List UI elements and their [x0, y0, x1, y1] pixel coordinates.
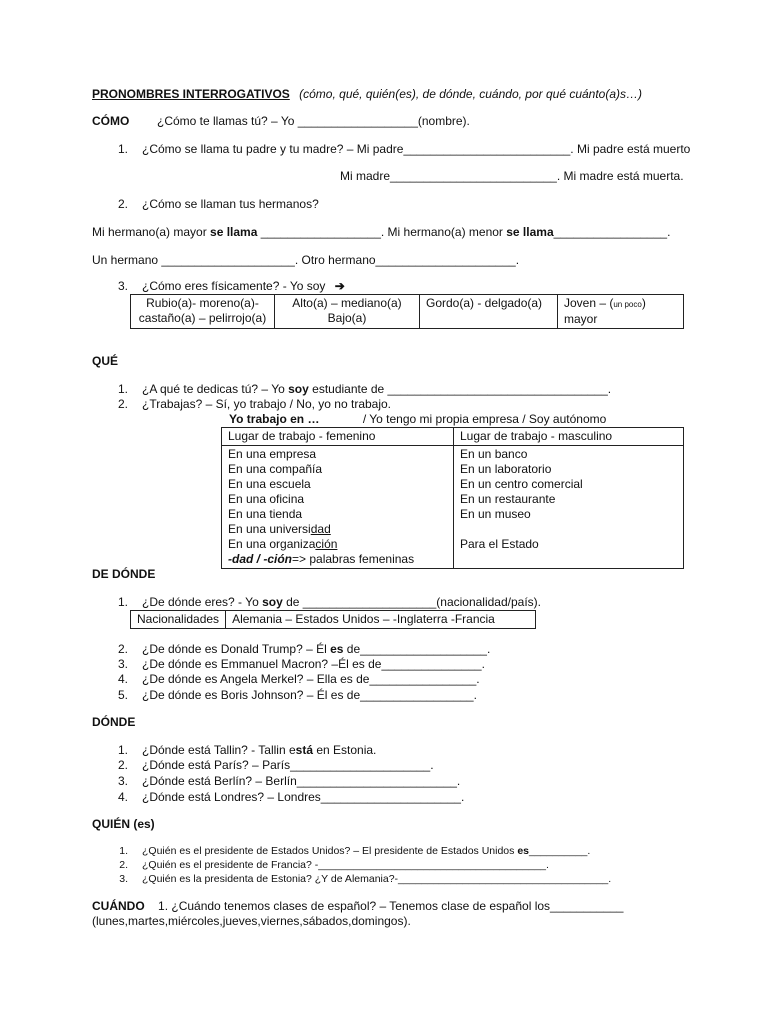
quien-q2: 2. ¿Quién es el presidente de Francia? -_______________________________________.: [119, 859, 549, 871]
table-row: [222, 446, 684, 569]
section-heading-quien: QUIÉN (es): [92, 817, 155, 831]
cuando-days: (lunes,martes,miércoles,jueves,viernes,sábados,domingos).: [92, 914, 411, 928]
como-siblings-line: Mi hermano(a) mayor se llama __________________. Mi hermano(a) menor se llama_________________.: [92, 225, 671, 239]
donde-q2: 2. ¿Dónde está París? – París_____________________.: [117, 758, 434, 772]
dedonde-q1: 1. ¿De dónde eres? - Yo soy de ____________________(nacionalidad/país).: [117, 595, 542, 609]
section-heading-cuando: CUÁNDO: [92, 899, 145, 913]
table-cell: En una empresa En una compañía En una escuela En una oficina En una tienda En una universidad En una organización -dad / -ción=> palabras femeninas: [222, 446, 454, 569]
table-cell: Gordo(a) - delgado(a): [420, 295, 558, 329]
donde-q4: 4. ¿Dónde está Londres? – Londres_____________________.: [117, 790, 465, 804]
dedonde-q4: 4. ¿De dónde es Angela Merkel? – Ella es de________________.: [117, 672, 480, 686]
table-cell: Joven – (un poco) mayor: [558, 295, 684, 329]
nationalities-table: [130, 610, 536, 629]
como-q3: 3. ¿Cómo eres físicamente? - Yo soy ➔: [117, 279, 345, 293]
workplace-table: [221, 427, 684, 569]
table-header-cell: Lugar de trabajo - femenino: [222, 428, 454, 446]
table-cell: En un banco En un laboratorio En un centro comercial En un restaurante En un museo Para el Estado: [454, 446, 684, 569]
table-cell: Nacionalidades: [131, 611, 226, 629]
page-title: PRONOMBRES INTERROGATIVOS: [92, 87, 290, 101]
section-heading-que: QUÉ: [92, 354, 119, 368]
page-header: [92, 87, 642, 102]
quien-q1: 1. ¿Quién es el presidente de Estados Unidos? – El presidente de Estados Unidos es__________.: [119, 845, 591, 857]
que-q2: 2. ¿Trabajas? – Sí, yo trabajo / No, yo no trabajo.: [117, 397, 392, 411]
como-q1-mother: Mi madre_________________________. Mi madre está muerta.: [340, 169, 684, 183]
que-q1: 1. ¿A qué te dedicas tú? – Yo soy estudiante de _________________________________.: [117, 382, 612, 396]
como-other-siblings-line: Un hermano ____________________. Otro hermano_____________________.: [92, 253, 520, 267]
cuando-q1: CUÁNDO 1. ¿Cuándo tenemos clases de español? – Tenemos clase de español los___________: [92, 899, 624, 913]
table-cell: Alemania – Estados Unidos – -Inglaterra -Francia: [226, 611, 536, 629]
section-heading-donde: DÓNDE: [92, 715, 136, 729]
table-row: [131, 611, 536, 629]
table-header-cell: Lugar de trabajo - masculino: [454, 428, 684, 446]
donde-q3: 3. ¿Dónde está Berlín? – Berlín________________________.: [117, 774, 461, 788]
quien-q3: 3. ¿Quién es la presidenta de Estonia? ¿Y de Alemania?-____________________________________.: [119, 873, 612, 885]
table-cell: Alto(a) – mediano(a) Bajo(a): [275, 295, 420, 329]
como-q1: 1. ¿Cómo se llama tu padre y tu madre? – Mi padre_________________________. Mi padre está muerto: [117, 142, 691, 156]
table-row: [131, 295, 684, 329]
physical-description-table: [130, 294, 684, 329]
como-intro: ¿Cómo te llamas tú? – Yo __________________(nombre).: [157, 114, 470, 128]
section-heading-como: CÓMO: [92, 114, 130, 128]
page-subtitle: (cómo, qué, quién(es), de dónde, cuándo, por qué cuánto(a)s…): [299, 87, 643, 101]
dedonde-q5: 5. ¿De dónde es Boris Johnson? – Él es de_________________.: [117, 688, 477, 702]
table-header-row: [222, 428, 684, 446]
section-heading-de-donde: DE DÓNDE: [92, 567, 156, 581]
arrow-right-icon: ➔: [334, 279, 345, 293]
dedonde-q2: 2. ¿De dónde es Donald Trump? – Él es de___________________.: [117, 642, 491, 656]
que-trabajo-line: Yo trabajo en … / Yo tengo mi propia empresa / Soy autónomo: [229, 412, 607, 426]
donde-q1: 1. ¿Dónde está Tallin? - Tallin está en Estonia.: [117, 743, 377, 757]
table-cell: Rubio(a)- moreno(a)- castaño(a) – pelirrojo(a): [131, 295, 275, 329]
como-q2: 2. ¿Cómo se llaman tus hermanos?: [117, 197, 319, 211]
dedonde-q3: 3. ¿De dónde es Emmanuel Macron? –Él es de_______________.: [117, 657, 485, 671]
